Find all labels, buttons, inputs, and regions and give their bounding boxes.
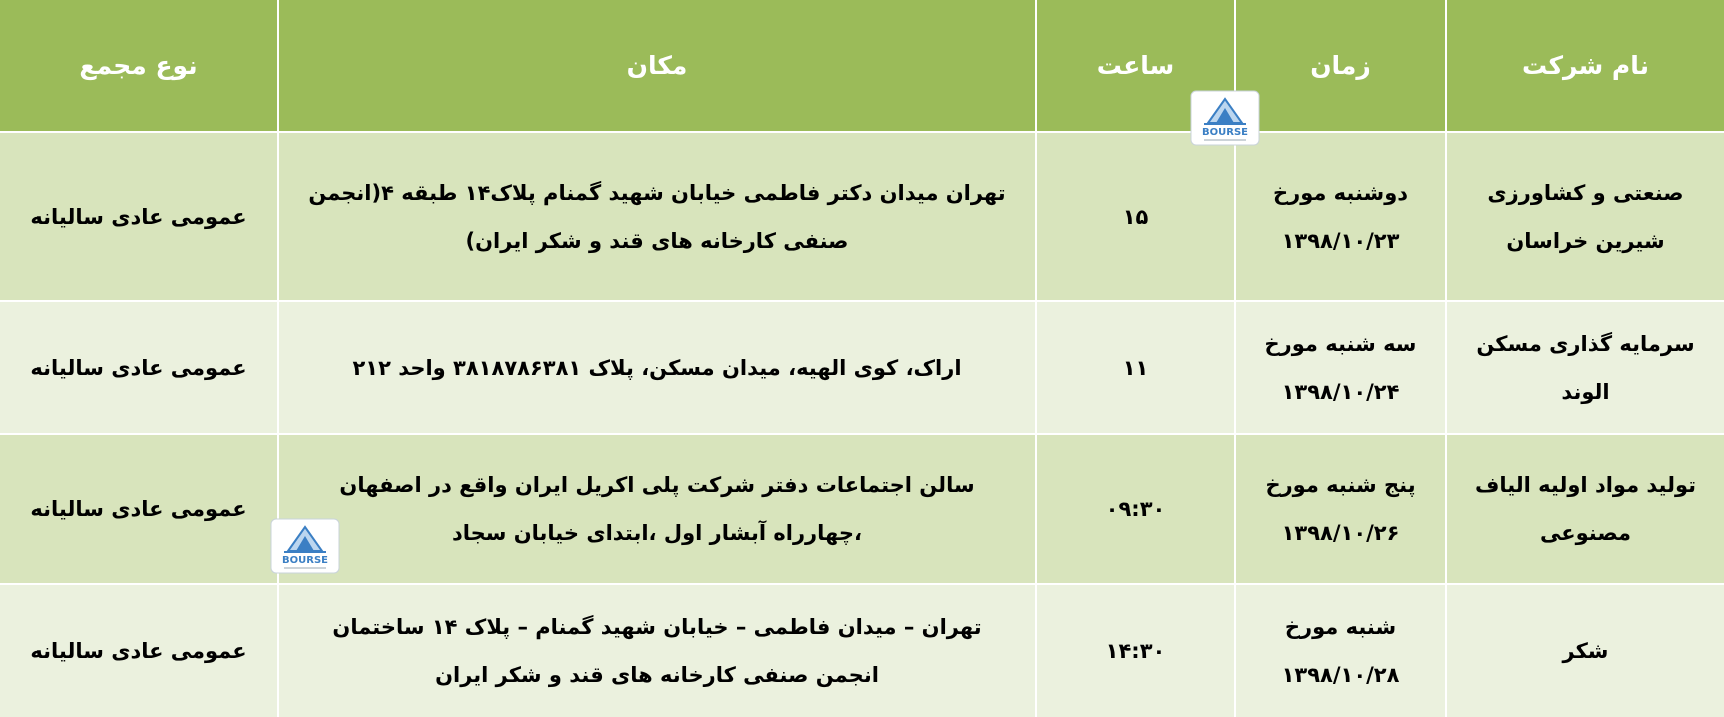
meeting-day: سه شنبه مورخ — [1264, 331, 1417, 356]
company-cell — [1447, 585, 1724, 717]
date-cell — [1236, 302, 1445, 433]
meeting-type: عمومی عادی سالیانه — [30, 355, 247, 380]
company-name: شکر — [1562, 639, 1609, 663]
meeting-day: پنج شنبه مورخ — [1265, 473, 1416, 497]
company-name: سرمایه گذاری مسکن الوند — [1476, 331, 1695, 404]
meeting-hour: ۱۴:۳۰ — [1105, 639, 1166, 663]
type-cell — [0, 133, 277, 300]
header-company — [1447, 0, 1724, 131]
meeting-date: ۱۳۹۸/۱۰/۲۴ — [1281, 379, 1400, 404]
meeting-type: عمومی عادی سالیانه — [30, 497, 247, 521]
header-date — [1236, 0, 1445, 131]
bourse-logo-icon — [1190, 90, 1260, 146]
bourse-logo-text: BOURSE — [1202, 127, 1248, 138]
place-cell — [279, 585, 1035, 717]
header-date-label: زمان — [1310, 51, 1371, 80]
hour-cell — [1037, 585, 1234, 717]
meeting-date: ۱۳۹۸/۱۰/۲۶ — [1281, 521, 1400, 545]
type-cell — [0, 585, 277, 717]
meeting-place: سالن اجتماعات دفتر شرکت پلی اکریل ایران واقع در اصفهان ،چهارراه آبشار اول ،ابتدای خیابان سجاد — [339, 473, 975, 545]
header-company-label: نام شرکت — [1522, 51, 1649, 80]
meeting-hour: ۱۱ — [1122, 355, 1149, 380]
company-name: تولید مواد اولیه الیاف مصنوعی — [1474, 473, 1697, 545]
header-place-label: مکان — [626, 51, 688, 80]
company-cell — [1447, 435, 1724, 583]
meeting-date: ۱۳۹۸/۱۰/۲۸ — [1281, 663, 1400, 687]
meeting-date: ۱۳۹۸/۱۰/۲۳ — [1281, 228, 1400, 253]
company-cell — [1447, 302, 1724, 433]
meeting-type: عمومی عادی سالیانه — [30, 204, 247, 229]
header-hour-label: ساعت — [1096, 51, 1175, 80]
type-cell — [0, 302, 277, 433]
date-cell — [1236, 435, 1445, 583]
bourse-logo-text: BOURSE — [282, 555, 328, 566]
date-cell — [1236, 585, 1445, 717]
date-cell — [1236, 133, 1445, 300]
meeting-hour: ۱۵ — [1122, 204, 1149, 229]
place-cell — [279, 302, 1035, 433]
hour-cell — [1037, 133, 1234, 300]
company-cell — [1447, 133, 1724, 300]
meeting-hour: ۰۹:۳۰ — [1105, 497, 1166, 521]
meeting-place: تهران – میدان فاطمی – خیابان شهید گمنام – پلاک ۱۴ ساختمان انجمن صنفی کارخانه های قند و شکر ایران — [332, 615, 982, 687]
meeting-type: عمومی عادی سالیانه — [30, 639, 247, 663]
header-type-label: نوع مجمع — [79, 51, 198, 80]
meeting-place: تهران میدان دکتر فاطمی خیابان شهید گمنام پلاک۱۴ طبقه ۴(انجمن صنفی کارخانه های قند و شکر ایران) — [308, 180, 1006, 253]
type-cell — [0, 435, 277, 583]
header-place — [279, 0, 1035, 131]
place-cell — [279, 435, 1035, 583]
place-cell — [279, 133, 1035, 300]
meeting-day: شنبه مورخ — [1284, 615, 1397, 639]
meeting-day: دوشنبه مورخ — [1272, 180, 1409, 205]
company-name: صنعتی و کشاورزی شیرین خراسان — [1487, 180, 1684, 253]
bourse-logo-icon — [270, 518, 340, 574]
hour-cell — [1037, 435, 1234, 583]
meeting-place: اراک، کوی الهیه، میدان مسکن، پلاک ۳۸۱۸۷۸۶۳۸۱ واحد ۲۱۲ — [352, 355, 962, 380]
header-type — [0, 0, 277, 131]
bourse-logo — [1190, 90, 1260, 146]
hour-cell — [1037, 302, 1234, 433]
bourse-logo — [270, 518, 340, 574]
